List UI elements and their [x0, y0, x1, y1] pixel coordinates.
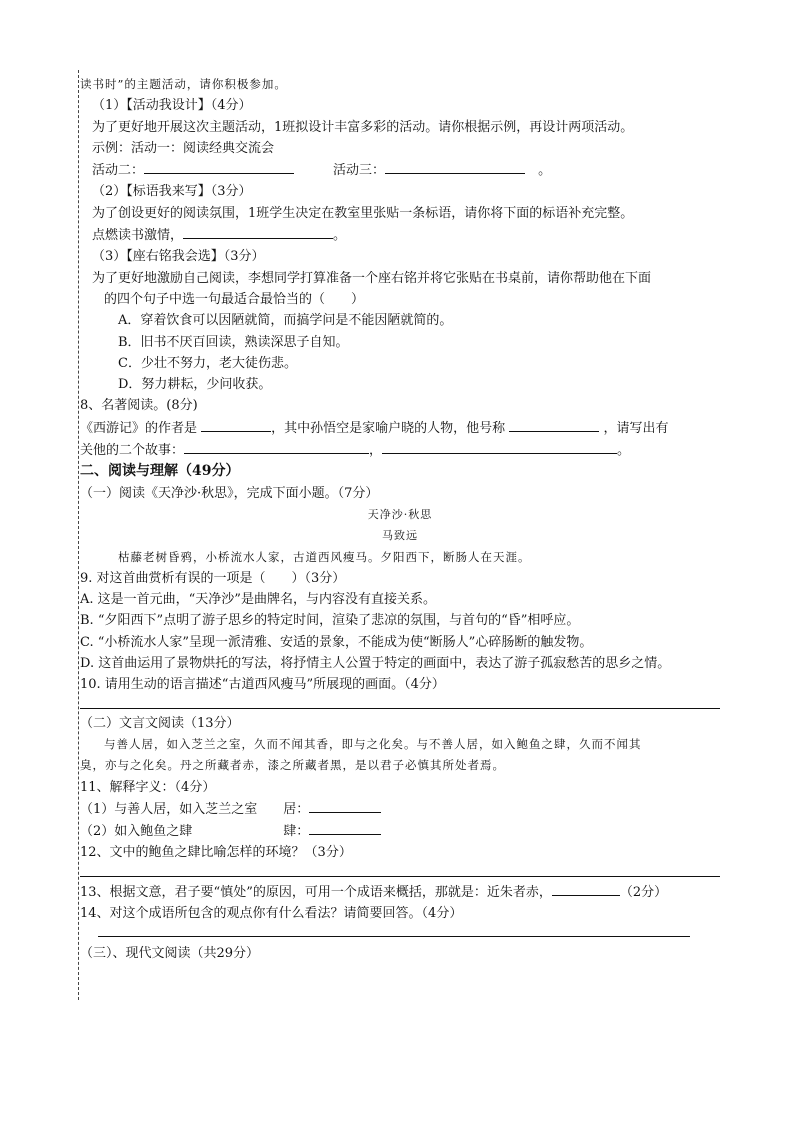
q7-3-prompt-cont: 的四个句子中选一句最适合最恰当的（ ） [104, 291, 365, 307]
q13-text: 13、根据文意，君子要“慎处”的原因，可用一个成语来概括，那就是：近朱者赤， [80, 884, 552, 900]
q8-heading: 8、名著阅读。(8分) [80, 398, 198, 414]
q11-1-row [80, 798, 720, 820]
q8-text-d: 关他的二个故事： [80, 443, 185, 459]
q7-1-heading: （1）【活动我设计】（4分） [92, 98, 252, 114]
si-blank[interactable] [309, 820, 381, 835]
q7-1-prompt: 为了更好地开展这次主题活动，1班拟设计丰富多彩的活动。请你根据示例，再设计两项活动。 [92, 119, 634, 135]
slogan-blank[interactable] [183, 224, 333, 239]
classical-passage-line1: 与善人居，如入芝兰之室，久而不闻其香，即与之化矣。与不善人居，如入鲍鱼之肆，久而不闻其 [104, 736, 642, 751]
section-two-heading: 二、阅读与理解（49分） [80, 463, 240, 480]
period: 。 [333, 228, 347, 244]
comma: ， [369, 443, 383, 459]
option-a[interactable]: A．穿着饮食可以因陋就简，而搞学问是不能因陋就简的。 [118, 313, 453, 329]
q7-3-prompt: 为了更好地激励自己阅读，李想同学打算准备一个座右铭并将它张贴在书桌前，请你帮助他在下面 [92, 270, 652, 286]
q12-stem: 12、文中的鲍鱼之肆比喻怎样的环境？（3分） [80, 845, 352, 861]
q10-stem: 10. 请用生动的语言描述“古道西风瘦马”所展现的画面。（4分） [80, 677, 445, 693]
slogan-row [80, 224, 720, 246]
option-d[interactable]: D．努力耕耘，少问收获。 [118, 377, 272, 393]
q8-row1 [80, 417, 720, 439]
period: 。 [617, 443, 631, 459]
binding-margin-line [78, 70, 79, 1000]
q9-option-c[interactable]: C. “小桥流水人家”呈现一派清雅、安适的景象，不能成为使“断肠人”心碎肠断的触发物。 [80, 634, 593, 650]
idiom-blank[interactable] [552, 881, 620, 896]
q8-text-b: ，其中孙悟空是家喻户晓的人物，他号称 [271, 420, 506, 436]
part-two-heading: （二）文言文阅读（13分） [80, 715, 240, 731]
story-one-blank[interactable] [184, 439, 369, 454]
activity-three-label: 活动三： [333, 163, 386, 179]
q12-answer-line[interactable] [80, 864, 720, 877]
q13-row [80, 881, 720, 903]
part-one-heading: （一）阅读《天净沙·秋思》，完成下面小题。（7分） [80, 485, 379, 501]
continued-text: 读书时”的主题活动，请你积极参加。 [80, 77, 287, 91]
q14-stem: 14、对这个成语所包含的观点你有什么看法？请简要回答。（4分） [80, 905, 463, 921]
q7-1-answer-row [80, 159, 720, 181]
option-c[interactable]: C．少壮不努力，老大徒伤悲。 [118, 355, 297, 371]
q8-text-a: 《西游记》的作者是 [80, 420, 198, 436]
poem-author: 马致远 [382, 529, 418, 543]
q13-score: （2分） [619, 884, 668, 900]
period: 。 [538, 163, 552, 179]
q11-1-text: （1）与善人居，如入芝兰之室 居： [80, 801, 310, 817]
activity-two-blank[interactable] [144, 159, 294, 174]
q9-option-a[interactable]: A. 这是一首元曲，“天净沙”是曲牌名，与内容没有直接关系。 [80, 592, 436, 608]
slogan-prefix: 点燃读书激情， [92, 228, 184, 244]
q7-2-heading: （2）【标语我来写】（3分） [92, 184, 252, 200]
q7-1-example: 示例：活动一：阅读经典交流会 [92, 140, 275, 156]
author-blank[interactable] [201, 417, 271, 432]
poem-title: 天净沙·秋思 [367, 507, 433, 521]
part-three-heading: （三）、现代文阅读（共29分） [80, 946, 260, 962]
q11-2-text: （2）如入鲍鱼之肆 肆： [80, 824, 310, 840]
q8-text-c: ，请写出有 [603, 420, 669, 436]
q11-stem: 11、解释字义：（4分） [80, 779, 216, 795]
q10-answer-line[interactable] [80, 696, 720, 709]
poem-text: 枯藤老树昏鸦，小桥流水人家，古道西风瘦马。夕阳西下，断肠人在天涯。 [118, 549, 531, 564]
q9-stem: 9. 对这首曲赏析有误的一项是（ ）（3分） [80, 570, 346, 586]
q9-option-b[interactable]: B. “夕阳西下”点明了游子思乡的特定时间，渲染了悲凉的氛围，与首句的“昏”相呼应。 [80, 613, 580, 629]
activity-three-blank[interactable] [385, 159, 525, 174]
q8-row2 [80, 439, 720, 461]
q14-answer-line[interactable] [98, 924, 690, 937]
option-b[interactable]: B．旧书不厌百回读，熟读深思子自知。 [118, 334, 349, 350]
q11-2-row [80, 820, 720, 842]
story-two-blank[interactable] [382, 439, 617, 454]
q7-3-heading: （3）【座右铭我会选】（3分） [92, 249, 265, 265]
classical-passage-line2: 臭，亦与之化矣。丹之所藏者赤，漆之所藏者黑，是以君子必慎其所处者焉。 [80, 758, 505, 773]
q9-option-d[interactable]: D. 这首曲运用了景物烘托的写法，将抒情主人公置于特定的画面中，表达了游子孤寂愁苦的思乡之情。 [80, 656, 671, 672]
nickname-blank[interactable] [509, 417, 599, 432]
ju-blank[interactable] [309, 798, 381, 813]
exam-page [80, 74, 720, 965]
q7-2-prompt: 为了创设更好的阅读氛围，1班学生决定在教室里张贴一条标语，请你将下面的标语补充完整。 [92, 205, 634, 221]
activity-two-label: 活动二： [92, 163, 145, 179]
